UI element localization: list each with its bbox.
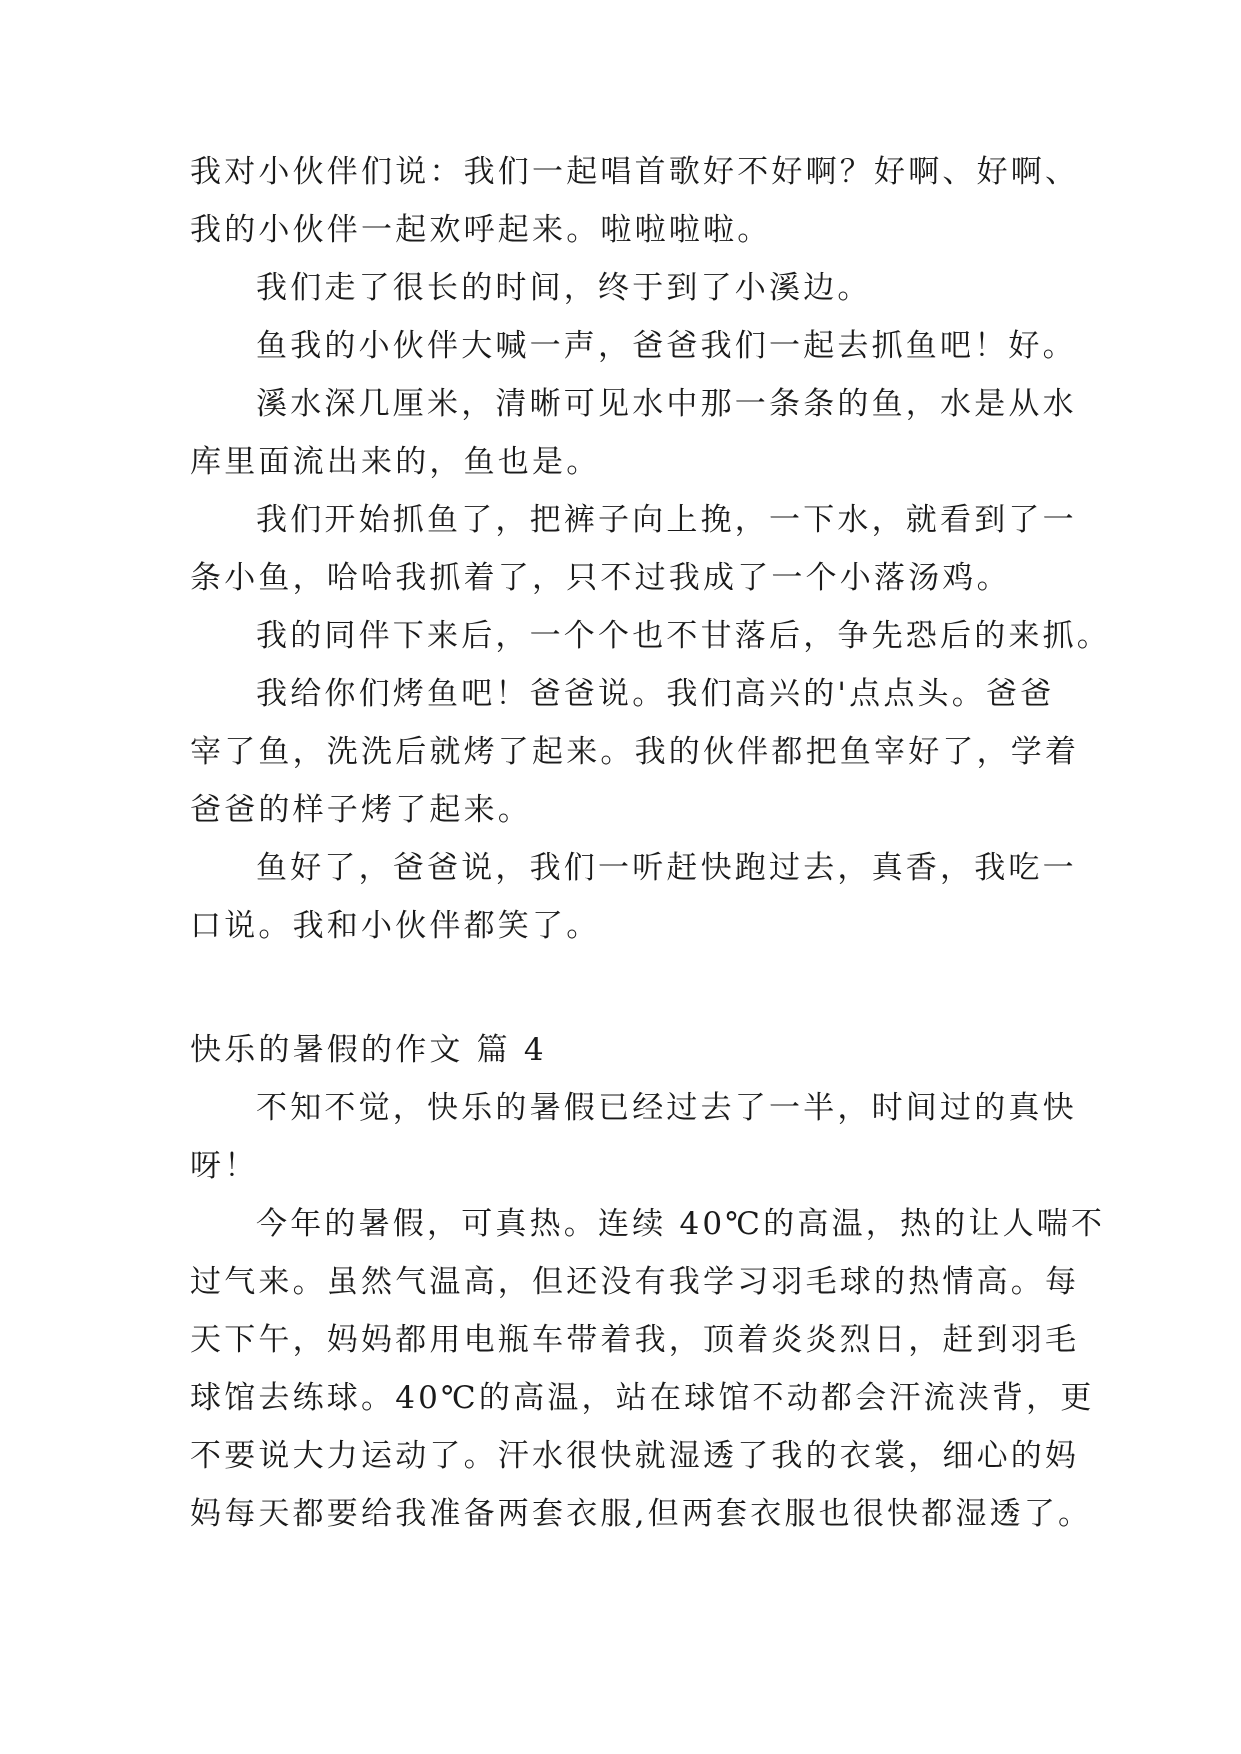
text-line: 妈每天都要给我准备两套衣服,但两套衣服也很快都湿透了。 — [190, 1496, 1093, 1532]
text-line: 鱼好了，爸爸说，我们一听赶快跑过去，真香，我吃一 — [256, 850, 1077, 886]
text-line: 不知不觉，快乐的暑假已经过去了一半，时间过的真快 — [256, 1090, 1077, 1126]
text-line: 我的小伙伴一起欢呼起来。啦啦啦啦。 — [190, 212, 772, 248]
text-line: 我们走了很长的时间，终于到了小溪边。 — [256, 270, 872, 306]
text-line: 鱼我的小伙伴大喊一声，爸爸我们一起去抓鱼吧！好。 — [256, 328, 1077, 364]
text-line: 呀！ — [190, 1148, 259, 1184]
text-line: 过气来。虽然气温高，但还没有我学习羽毛球的热情高。每 — [190, 1264, 1080, 1300]
text-line: 溪水深几厘米，清晰可见水中那一条条的鱼，水是从水 — [256, 386, 1077, 422]
section-heading: 快乐的暑假的作文 篇 4 — [190, 1032, 547, 1068]
text-line: 库里面流出来的，鱼也是。 — [190, 444, 601, 480]
text-line: 天下午，妈妈都用电瓶车带着我，顶着炎炎烈日，赶到羽毛 — [190, 1322, 1080, 1358]
text-line: 我对小伙伴们说：我们一起唱首歌好不好啊？好啊、好啊、 — [190, 154, 1080, 190]
text-line: 今年的暑假，可真热。连续 40℃的高温，热的让人喘不 — [256, 1206, 1106, 1242]
text-line: 爸爸的样子烤了起来。 — [190, 792, 532, 828]
text-line: 不要说大力运动了。汗水很快就湿透了我的衣裳，细心的妈 — [190, 1438, 1080, 1474]
text-line: 我给你们烤鱼吧！爸爸说。我们高兴的'点点头。爸爸 — [256, 676, 1055, 712]
text-line: 宰了鱼，洗洗后就烤了起来。我的伙伴都把鱼宰好了，学着 — [190, 734, 1080, 770]
text-line: 球馆去练球。40℃的高温，站在球馆不动都会汗流浃背，更 — [190, 1380, 1095, 1416]
text-line: 我的同伴下来后，一个个也不甘落后，争先恐后的来抓。 — [256, 618, 1111, 654]
text-line: 口说。我和小伙伴都笑了。 — [190, 908, 601, 944]
text-line: 条小鱼，哈哈我抓着了，只不过我成了一个小落汤鸡。 — [190, 560, 1011, 596]
text-line: 我们开始抓鱼了，把裤子向上挽，一下水，就看到了一 — [256, 502, 1077, 538]
